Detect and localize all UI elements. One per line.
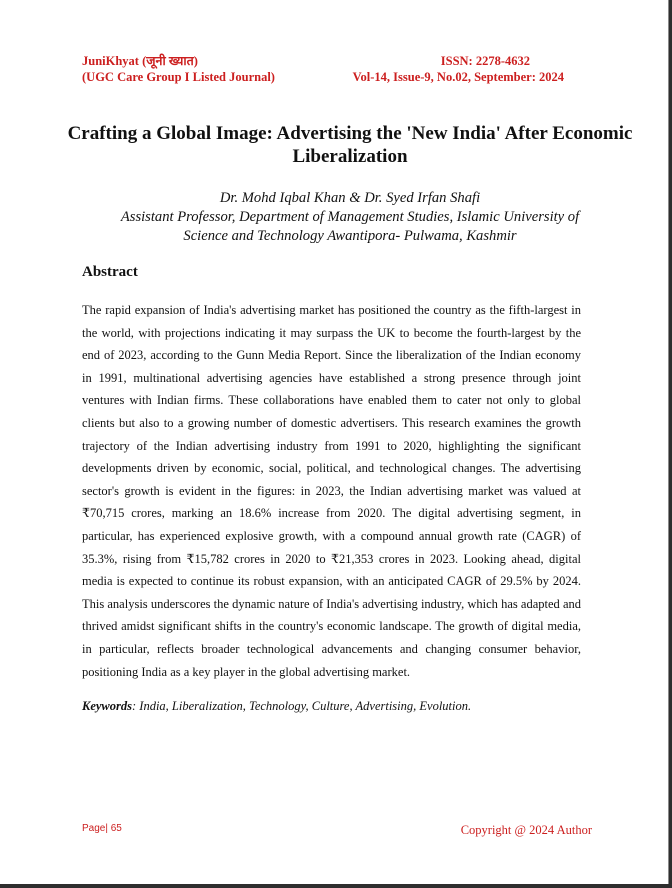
keywords-list: : India, Liberalization, Technology, Culture, Advertising, Evolution. <box>132 699 472 713</box>
issn-number: ISSN: 2278-4632 <box>440 54 530 68</box>
keywords-line <box>82 699 471 714</box>
author-affiliation-line-2: Science and Technology Awantipora- Pulwama, Kashmir <box>183 228 517 244</box>
journal-header-left <box>82 53 275 85</box>
journal-header-right <box>353 53 564 85</box>
page-number: Page| 65 <box>82 823 122 834</box>
journal-status: (UGC Care Group I Listed Journal) <box>82 70 275 84</box>
keywords-label: Keywords <box>82 699 132 713</box>
author-block <box>60 189 640 246</box>
abstract-text: The rapid expansion of India's advertising market has positioned the country as the fifth-largest in the world, with projections indicating it may surpass the UK to become the fourth-largest by the end of 2023, according to the Gunn Media Report. Since the liberalization of the Indian economy in 1991, multinational advertising agencies have established a strong presence through joint ventures with Indian firms. These collaborations have enabled them to cater not only to global clients but also to a growing number of domestic advertisers. This research examines the growth trajectory of the Indian advertising industry from 1991 to 2020, highlighting the significant developments driven by economic, social, political, and technological changes. The advertising sector's growth is evident in the figures: in 2023, the Indian advertising market was valued at ₹70,715 crores, marking an 18.6% increase from 2020. The digital advertising segment, in particular, has experienced explosive growth, with a compound annual growth rate (CAGR) of 35.3%, rising from ₹15,782 crores in 2020 to ₹21,353 crores in 2023. Looking ahead, digital media is expected to continue its robust expansion, with an anticipated CAGR of 29.5% by 2024. This analysis underscores the dynamic nature of India's advertising industry, which has adapted and thrived amidst significant shifts in the country's economic landscape. The growth of digital media, in particular, reflects broader technological advancements and changing consumer behavior, positioning India as a key player in the global advertising market. <box>82 303 581 679</box>
copyright-notice: Copyright @ 2024 Author <box>460 823 592 837</box>
volume-issue: Vol-14, Issue-9, No.02, September: 2024 <box>352 70 564 84</box>
journal-name: JuniKhyat (जूनी ख्यात) <box>82 54 198 68</box>
author-names: Dr. Mohd Iqbal Khan & Dr. Syed Irfan Shafi <box>219 190 481 206</box>
abstract-heading: Abstract <box>82 264 138 280</box>
author-affiliation-line-1: Assistant Professor, Department of Management Studies, Islamic University of <box>120 209 580 225</box>
paper-title: Crafting a Global Image: Advertising the 'New India' After Economic Liberalization <box>67 123 633 167</box>
